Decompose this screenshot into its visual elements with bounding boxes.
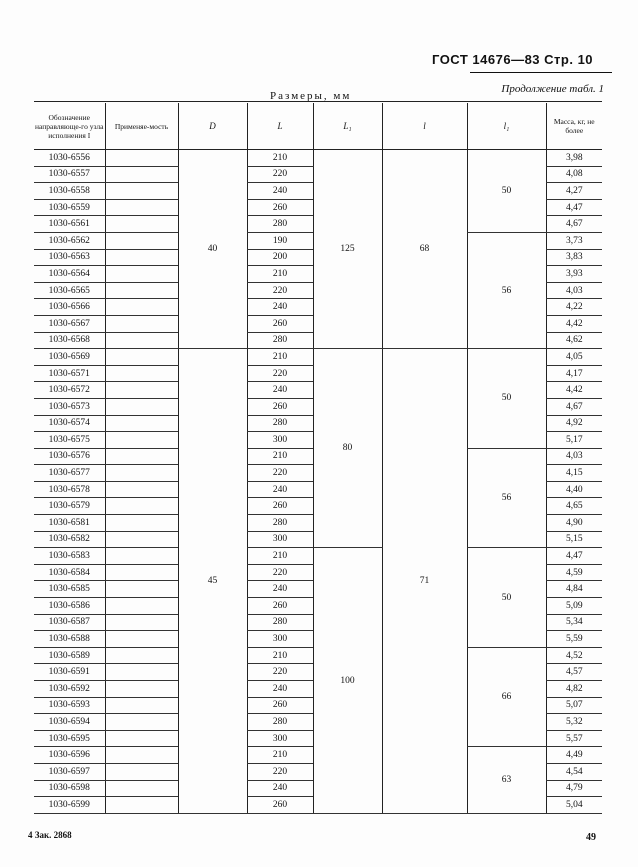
L-cell: 260 xyxy=(247,697,313,714)
mass-cell: 4,05 xyxy=(546,349,602,366)
designation-cell: 1030-6596 xyxy=(34,747,105,764)
applicability-cell xyxy=(105,199,178,216)
applicability-cell xyxy=(105,747,178,764)
designation-cell: 1030-6587 xyxy=(34,614,105,631)
applicability-cell xyxy=(105,797,178,814)
mass-cell: 4,47 xyxy=(546,548,602,565)
designation-cell: 1030-6575 xyxy=(34,432,105,449)
L-cell: 260 xyxy=(247,199,313,216)
mass-cell: 3,73 xyxy=(546,232,602,249)
designation-cell: 1030-6568 xyxy=(34,332,105,349)
designation-cell: 1030-6564 xyxy=(34,266,105,283)
applicability-cell xyxy=(105,315,178,332)
mass-cell: 5,34 xyxy=(546,614,602,631)
designation-cell: 1030-6585 xyxy=(34,581,105,598)
designation-cell: 1030-6557 xyxy=(34,166,105,183)
l1-cell: 50 xyxy=(467,150,546,233)
applicability-cell xyxy=(105,564,178,581)
mass-cell: 4,79 xyxy=(546,780,602,797)
mass-cell: 4,52 xyxy=(546,647,602,664)
mass-cell: 4,57 xyxy=(546,664,602,681)
col-l1: l₁ xyxy=(467,103,546,150)
L-cell: 240 xyxy=(247,382,313,399)
header-rule xyxy=(470,72,612,73)
mass-cell: 5,57 xyxy=(546,730,602,747)
L-cell: 240 xyxy=(247,299,313,316)
designation-cell: 1030-6573 xyxy=(34,398,105,415)
L-cell: 280 xyxy=(247,714,313,731)
designation-cell: 1030-6583 xyxy=(34,548,105,565)
L-cell: 210 xyxy=(247,266,313,283)
applicability-cell xyxy=(105,349,178,366)
L-cell: 220 xyxy=(247,564,313,581)
designation-cell: 1030-6569 xyxy=(34,349,105,366)
table-row xyxy=(34,150,602,167)
mass-cell: 4,84 xyxy=(546,581,602,598)
mass-cell: 5,32 xyxy=(546,714,602,731)
mass-cell: 4,65 xyxy=(546,498,602,515)
designation-cell: 1030-6556 xyxy=(34,150,105,167)
designation-cell: 1030-6599 xyxy=(34,797,105,814)
L-cell: 280 xyxy=(247,216,313,233)
L-cell: 240 xyxy=(247,581,313,598)
mass-cell: 4,82 xyxy=(546,681,602,698)
mass-cell: 4,42 xyxy=(546,382,602,399)
designation-cell: 1030-6576 xyxy=(34,448,105,465)
L-cell: 280 xyxy=(247,332,313,349)
applicability-cell xyxy=(105,730,178,747)
applicability-cell xyxy=(105,216,178,233)
mass-cell: 5,59 xyxy=(546,631,602,648)
mass-cell: 4,67 xyxy=(546,216,602,233)
L-cell: 300 xyxy=(247,432,313,449)
designation-cell: 1030-6578 xyxy=(34,481,105,498)
applicability-cell xyxy=(105,249,178,266)
L-cell: 300 xyxy=(247,730,313,747)
mass-cell: 4,90 xyxy=(546,515,602,532)
table-continuation: Продолжение табл. 1 xyxy=(501,83,604,95)
L-cell: 260 xyxy=(247,398,313,415)
applicability-cell xyxy=(105,465,178,482)
designation-cell: 1030-6561 xyxy=(34,216,105,233)
designation-cell: 1030-6584 xyxy=(34,564,105,581)
applicability-cell xyxy=(105,614,178,631)
standard-header: ГОСТ 14676—83 Стр. 10 xyxy=(432,52,594,67)
L1-cell: 125 xyxy=(313,150,382,349)
mass-cell: 5,09 xyxy=(546,598,602,615)
mass-cell: 4,62 xyxy=(546,332,602,349)
applicability-cell xyxy=(105,631,178,648)
applicability-cell xyxy=(105,282,178,299)
designation-cell: 1030-6562 xyxy=(34,232,105,249)
l-cell: 71 xyxy=(382,349,467,814)
L-cell: 260 xyxy=(247,498,313,515)
mass-cell: 5,04 xyxy=(546,797,602,814)
designation-cell: 1030-6594 xyxy=(34,714,105,731)
designation-cell: 1030-6591 xyxy=(34,664,105,681)
applicability-cell xyxy=(105,481,178,498)
L-cell: 210 xyxy=(247,647,313,664)
mass-cell: 4,54 xyxy=(546,763,602,780)
L-cell: 220 xyxy=(247,365,313,382)
designation-cell: 1030-6598 xyxy=(34,780,105,797)
col-designation: Обозначение направляюще-го узла исполнения I xyxy=(34,103,105,150)
mass-cell: 4,42 xyxy=(546,315,602,332)
footer-order: 4 Зак. 2868 xyxy=(28,830,72,840)
applicability-cell xyxy=(105,398,178,415)
applicability-cell xyxy=(105,763,178,780)
applicability-cell xyxy=(105,697,178,714)
applicability-cell xyxy=(105,448,178,465)
applicability-cell xyxy=(105,647,178,664)
applicability-cell xyxy=(105,531,178,548)
table-body xyxy=(34,150,602,814)
L-cell: 240 xyxy=(247,780,313,797)
L-cell: 220 xyxy=(247,282,313,299)
D-cell: 45 xyxy=(178,349,247,814)
table-row xyxy=(34,349,602,366)
applicability-cell xyxy=(105,299,178,316)
applicability-cell xyxy=(105,415,178,432)
applicability-cell xyxy=(105,150,178,167)
applicability-cell xyxy=(105,780,178,797)
designation-cell: 1030-6558 xyxy=(34,183,105,200)
L-cell: 200 xyxy=(247,249,313,266)
l1-cell: 63 xyxy=(467,747,546,813)
applicability-cell xyxy=(105,232,178,249)
mass-cell: 4,08 xyxy=(546,166,602,183)
mass-cell: 4,27 xyxy=(546,183,602,200)
L-cell: 210 xyxy=(247,548,313,565)
mass-cell: 4,03 xyxy=(546,282,602,299)
applicability-cell xyxy=(105,382,178,399)
table-header-row xyxy=(34,103,602,150)
mass-cell: 4,47 xyxy=(546,199,602,216)
L-cell: 240 xyxy=(247,681,313,698)
applicability-cell xyxy=(105,664,178,681)
designation-cell: 1030-6593 xyxy=(34,697,105,714)
applicability-cell xyxy=(105,266,178,283)
applicability-cell xyxy=(105,332,178,349)
applicability-cell xyxy=(105,548,178,565)
mass-cell: 4,22 xyxy=(546,299,602,316)
designation-cell: 1030-6567 xyxy=(34,315,105,332)
designation-cell: 1030-6572 xyxy=(34,382,105,399)
col-applicability: Применяе-мость xyxy=(105,103,178,150)
designation-cell: 1030-6595 xyxy=(34,730,105,747)
mass-cell: 4,59 xyxy=(546,564,602,581)
L1-cell: 100 xyxy=(313,548,382,814)
L-cell: 260 xyxy=(247,315,313,332)
l1-cell: 50 xyxy=(467,349,546,449)
L-cell: 280 xyxy=(247,614,313,631)
L-cell: 190 xyxy=(247,232,313,249)
L-cell: 240 xyxy=(247,183,313,200)
L-cell: 260 xyxy=(247,797,313,814)
D-cell: 40 xyxy=(178,150,247,349)
applicability-cell xyxy=(105,598,178,615)
designation-cell: 1030-6577 xyxy=(34,465,105,482)
designation-cell: 1030-6597 xyxy=(34,763,105,780)
mass-cell: 4,49 xyxy=(546,747,602,764)
L-cell: 210 xyxy=(247,747,313,764)
applicability-cell xyxy=(105,515,178,532)
dimensions-table xyxy=(34,103,602,814)
mass-cell: 5,17 xyxy=(546,432,602,449)
L-cell: 280 xyxy=(247,515,313,532)
mass-cell: 4,40 xyxy=(546,481,602,498)
L-cell: 210 xyxy=(247,349,313,366)
L-cell: 280 xyxy=(247,415,313,432)
applicability-cell xyxy=(105,183,178,200)
table-row xyxy=(34,548,602,565)
col-L: L xyxy=(247,103,313,150)
designation-cell: 1030-6563 xyxy=(34,249,105,266)
L-cell: 300 xyxy=(247,631,313,648)
mass-cell: 5,07 xyxy=(546,697,602,714)
designation-cell: 1030-6571 xyxy=(34,365,105,382)
applicability-cell xyxy=(105,498,178,515)
col-L1: L₁ xyxy=(313,103,382,150)
applicability-cell xyxy=(105,581,178,598)
L-cell: 260 xyxy=(247,598,313,615)
applicability-cell xyxy=(105,432,178,449)
mass-cell: 4,03 xyxy=(546,448,602,465)
applicability-cell xyxy=(105,714,178,731)
designation-cell: 1030-6588 xyxy=(34,631,105,648)
L-cell: 300 xyxy=(247,531,313,548)
mass-cell: 4,17 xyxy=(546,365,602,382)
L-cell: 210 xyxy=(247,150,313,167)
mass-cell: 4,15 xyxy=(546,465,602,482)
L-cell: 220 xyxy=(247,465,313,482)
L-cell: 220 xyxy=(247,763,313,780)
l1-cell: 56 xyxy=(467,232,546,348)
L1-cell: 80 xyxy=(313,349,382,548)
sizes-caption: Размеры, мм xyxy=(270,90,352,102)
applicability-cell xyxy=(105,681,178,698)
mass-cell: 3,93 xyxy=(546,266,602,283)
mass-cell: 3,98 xyxy=(546,150,602,167)
designation-cell: 1030-6581 xyxy=(34,515,105,532)
applicability-cell xyxy=(105,166,178,183)
designation-cell: 1030-6586 xyxy=(34,598,105,615)
designation-cell: 1030-6559 xyxy=(34,199,105,216)
l-cell: 68 xyxy=(382,150,467,349)
mass-cell: 4,92 xyxy=(546,415,602,432)
designation-cell: 1030-6566 xyxy=(34,299,105,316)
L-cell: 220 xyxy=(247,166,313,183)
L-cell: 220 xyxy=(247,664,313,681)
mass-cell: 5,15 xyxy=(546,531,602,548)
designation-cell: 1030-6589 xyxy=(34,647,105,664)
L-cell: 240 xyxy=(247,481,313,498)
mass-cell: 3,83 xyxy=(546,249,602,266)
applicability-cell xyxy=(105,365,178,382)
designation-cell: 1030-6592 xyxy=(34,681,105,698)
l1-cell: 66 xyxy=(467,647,546,747)
col-l: l xyxy=(382,103,467,150)
col-mass: Масса, кг, не более xyxy=(546,103,602,150)
table-top-rule xyxy=(34,101,602,102)
L-cell: 210 xyxy=(247,448,313,465)
designation-cell: 1030-6565 xyxy=(34,282,105,299)
designation-cell: 1030-6582 xyxy=(34,531,105,548)
page-number: 49 xyxy=(586,832,596,843)
mass-cell: 4,67 xyxy=(546,398,602,415)
designation-cell: 1030-6579 xyxy=(34,498,105,515)
l1-cell: 56 xyxy=(467,448,546,548)
col-D: D xyxy=(178,103,247,150)
designation-cell: 1030-6574 xyxy=(34,415,105,432)
l1-cell: 50 xyxy=(467,548,546,648)
